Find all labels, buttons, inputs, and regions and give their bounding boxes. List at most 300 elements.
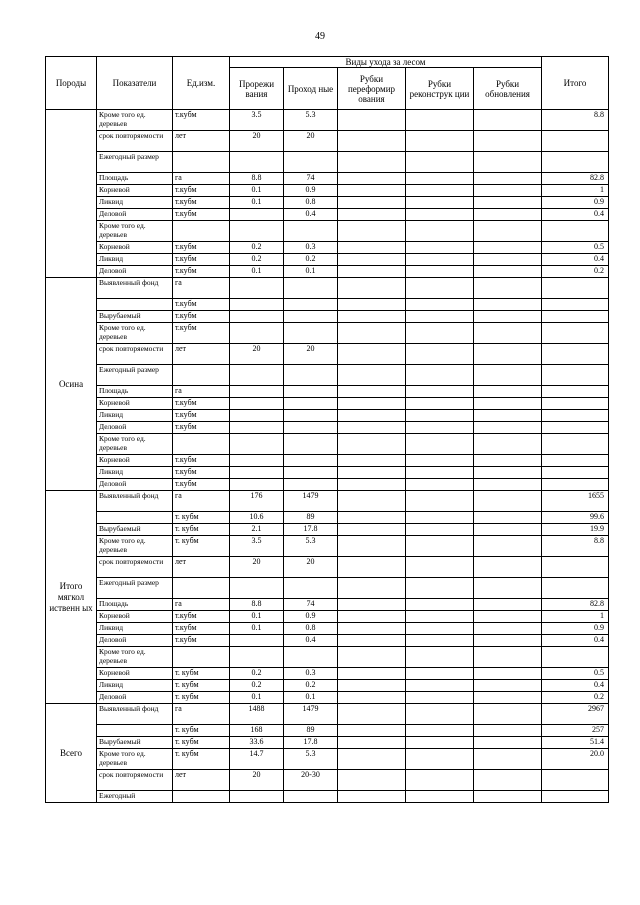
- total-cell: [542, 422, 609, 434]
- passage-cell: 5.3: [284, 536, 338, 557]
- total-cell: 51.4: [542, 737, 609, 749]
- reconstruction-cell: [406, 197, 474, 209]
- indicator-cell: [97, 512, 173, 524]
- renewal-cell: [474, 749, 542, 770]
- reform-cell: [338, 557, 406, 578]
- total-cell: 1: [542, 611, 609, 623]
- passage-cell: [284, 323, 338, 344]
- reform-cell: [338, 254, 406, 266]
- table-row: [46, 221, 609, 242]
- passage-cell: 20: [284, 131, 338, 152]
- passage-cell: 0.9: [284, 185, 338, 197]
- unit-cell: т.кубм: [173, 197, 230, 209]
- table-row: [46, 131, 609, 152]
- passage-cell: [284, 386, 338, 398]
- unit-cell: [173, 221, 230, 242]
- unit-cell: лет: [173, 344, 230, 365]
- thinning-cell: [230, 791, 284, 803]
- renewal-cell: [474, 398, 542, 410]
- reform-cell: [338, 185, 406, 197]
- indicator-cell: Площадь: [97, 173, 173, 185]
- thinning-cell: [230, 386, 284, 398]
- reconstruction-cell: [406, 611, 474, 623]
- indicator-cell: Выявленный фонд: [97, 704, 173, 725]
- thinning-cell: 0.1: [230, 692, 284, 704]
- reform-cell: [338, 749, 406, 770]
- renewal-cell: [474, 311, 542, 323]
- breed-cell: Итого мягкол иственн ых: [46, 491, 97, 704]
- total-cell: [542, 278, 609, 299]
- thinning-cell: [230, 647, 284, 668]
- indicator-cell: Ежегодный размер: [97, 365, 173, 386]
- unit-cell: т.кубм: [173, 323, 230, 344]
- reform-cell: [338, 110, 406, 131]
- table-row: [46, 173, 609, 185]
- passage-cell: 74: [284, 173, 338, 185]
- thinning-cell: 10.6: [230, 512, 284, 524]
- thinning-cell: [230, 467, 284, 479]
- table-row: [46, 680, 609, 692]
- reconstruction-cell: [406, 770, 474, 791]
- passage-cell: 1479: [284, 704, 338, 725]
- indicator-cell: Площадь: [97, 599, 173, 611]
- indicator-cell: Деловой: [97, 635, 173, 647]
- table-row: [46, 635, 609, 647]
- total-cell: [542, 455, 609, 467]
- unit-cell: т.кубм: [173, 467, 230, 479]
- reform-cell: [338, 611, 406, 623]
- renewal-cell: [474, 131, 542, 152]
- passage-cell: [284, 791, 338, 803]
- renewal-cell: [474, 185, 542, 197]
- header-care-types: Виды ухода за лесом: [230, 57, 542, 68]
- reform-cell: [338, 599, 406, 611]
- reconstruction-cell: [406, 365, 474, 386]
- unit-cell: лет: [173, 131, 230, 152]
- table-row: [46, 266, 609, 278]
- renewal-cell: [474, 524, 542, 536]
- table-row: [46, 152, 609, 173]
- passage-cell: [284, 578, 338, 599]
- renewal-cell: [474, 197, 542, 209]
- renewal-cell: [474, 611, 542, 623]
- total-cell: 0.5: [542, 668, 609, 680]
- reconstruction-cell: [406, 266, 474, 278]
- reconstruction-cell: [406, 635, 474, 647]
- reform-cell: [338, 299, 406, 311]
- header-thinning: Прорежи вания: [230, 68, 284, 110]
- passage-cell: 5.3: [284, 110, 338, 131]
- indicator-cell: Кроме того ед. деревьев: [97, 434, 173, 455]
- table-row: [46, 599, 609, 611]
- renewal-cell: [474, 536, 542, 557]
- table-row: [46, 455, 609, 467]
- thinning-cell: 0.1: [230, 623, 284, 635]
- header-total: Итого: [542, 57, 609, 110]
- reconstruction-cell: [406, 386, 474, 398]
- renewal-cell: [474, 410, 542, 422]
- total-cell: [542, 434, 609, 455]
- total-cell: 1655: [542, 491, 609, 512]
- unit-cell: т.кубм: [173, 254, 230, 266]
- indicator-cell: срок повторяемости: [97, 344, 173, 365]
- indicator-cell: Вырубаемый: [97, 737, 173, 749]
- unit-cell: т.кубм: [173, 635, 230, 647]
- indicator-cell: Ежегодный размер: [97, 152, 173, 173]
- reconstruction-cell: [406, 668, 474, 680]
- total-cell: [542, 398, 609, 410]
- renewal-cell: [474, 365, 542, 386]
- unit-cell: га: [173, 173, 230, 185]
- unit-cell: т. кубм: [173, 680, 230, 692]
- indicator-cell: Ликвид: [97, 680, 173, 692]
- total-cell: [542, 131, 609, 152]
- reconstruction-cell: [406, 221, 474, 242]
- reconstruction-cell: [406, 704, 474, 725]
- renewal-cell: [474, 455, 542, 467]
- unit-cell: т.кубм: [173, 398, 230, 410]
- reconstruction-cell: [406, 467, 474, 479]
- reform-cell: [338, 737, 406, 749]
- total-cell: [542, 791, 609, 803]
- renewal-cell: [474, 209, 542, 221]
- thinning-cell: 0.2: [230, 242, 284, 254]
- renewal-cell: [474, 512, 542, 524]
- indicator-cell: Ликвид: [97, 197, 173, 209]
- indicator-cell: Ежегодный размер: [97, 578, 173, 599]
- header-passage: Проход ные: [284, 68, 338, 110]
- reconstruction-cell: [406, 344, 474, 365]
- reconstruction-cell: [406, 311, 474, 323]
- table-row: [46, 536, 609, 557]
- thinning-cell: 20: [230, 344, 284, 365]
- thinning-cell: 14.7: [230, 749, 284, 770]
- passage-cell: 1479: [284, 491, 338, 512]
- passage-cell: 20-30: [284, 770, 338, 791]
- reconstruction-cell: [406, 131, 474, 152]
- table-row: [46, 770, 609, 791]
- reform-cell: [338, 266, 406, 278]
- thinning-cell: 8.8: [230, 599, 284, 611]
- reform-cell: [338, 242, 406, 254]
- passage-cell: 74: [284, 599, 338, 611]
- unit-cell: га: [173, 704, 230, 725]
- total-cell: [542, 557, 609, 578]
- thinning-cell: [230, 410, 284, 422]
- thinning-cell: [230, 455, 284, 467]
- reconstruction-cell: [406, 323, 474, 344]
- breed-cell: Осина: [46, 278, 97, 491]
- table-row: [46, 737, 609, 749]
- indicator-cell: Корневой: [97, 398, 173, 410]
- indicator-cell: Корневой: [97, 242, 173, 254]
- passage-cell: [284, 434, 338, 455]
- renewal-cell: [474, 386, 542, 398]
- passage-cell: 0.1: [284, 692, 338, 704]
- breed-cell: Всего: [46, 704, 97, 803]
- reform-cell: [338, 692, 406, 704]
- reform-cell: [338, 386, 406, 398]
- table-row: [46, 725, 609, 737]
- thinning-cell: 1488: [230, 704, 284, 725]
- passage-cell: [284, 221, 338, 242]
- table-row: [46, 299, 609, 311]
- indicator-cell: Ликвид: [97, 623, 173, 635]
- passage-cell: 0.8: [284, 623, 338, 635]
- thinning-cell: [230, 323, 284, 344]
- passage-cell: [284, 455, 338, 467]
- table-row: [46, 278, 609, 299]
- renewal-cell: [474, 221, 542, 242]
- table-row: [46, 344, 609, 365]
- reconstruction-cell: [406, 680, 474, 692]
- reform-cell: [338, 311, 406, 323]
- unit-cell: т.кубм: [173, 110, 230, 131]
- renewal-cell: [474, 278, 542, 299]
- total-cell: 20.0: [542, 749, 609, 770]
- reconstruction-cell: [406, 152, 474, 173]
- indicator-cell: Ежегодный: [97, 791, 173, 803]
- reconstruction-cell: [406, 524, 474, 536]
- renewal-cell: [474, 737, 542, 749]
- passage-cell: 0.4: [284, 635, 338, 647]
- unit-cell: т.кубм: [173, 611, 230, 623]
- total-cell: [542, 344, 609, 365]
- reconstruction-cell: [406, 791, 474, 803]
- reconstruction-cell: [406, 422, 474, 434]
- renewal-cell: [474, 680, 542, 692]
- reform-cell: [338, 578, 406, 599]
- renewal-cell: [474, 254, 542, 266]
- indicator-cell: Деловой: [97, 266, 173, 278]
- table-row: [46, 791, 609, 803]
- indicator-cell: Деловой: [97, 209, 173, 221]
- unit-cell: т. кубм: [173, 668, 230, 680]
- passage-cell: 20: [284, 557, 338, 578]
- passage-cell: [284, 278, 338, 299]
- table-row: [46, 692, 609, 704]
- table-row: [46, 311, 609, 323]
- table-row: [46, 668, 609, 680]
- reform-cell: [338, 278, 406, 299]
- renewal-cell: [474, 668, 542, 680]
- thinning-cell: [230, 635, 284, 647]
- passage-cell: [284, 299, 338, 311]
- unit-cell: га: [173, 491, 230, 512]
- table-row: [46, 434, 609, 455]
- renewal-cell: [474, 344, 542, 365]
- unit-cell: т. кубм: [173, 524, 230, 536]
- renewal-cell: [474, 647, 542, 668]
- thinning-cell: 0.2: [230, 680, 284, 692]
- indicator-cell: Площадь: [97, 386, 173, 398]
- renewal-cell: [474, 704, 542, 725]
- total-cell: [542, 386, 609, 398]
- passage-cell: 0.1: [284, 266, 338, 278]
- total-cell: 99.6: [542, 512, 609, 524]
- passage-cell: [284, 410, 338, 422]
- passage-cell: [284, 422, 338, 434]
- indicator-cell: Ликвид: [97, 254, 173, 266]
- reform-cell: [338, 365, 406, 386]
- reconstruction-cell: [406, 398, 474, 410]
- table-row: [46, 704, 609, 725]
- reconstruction-cell: [406, 536, 474, 557]
- indicator-cell: Деловой: [97, 692, 173, 704]
- renewal-cell: [474, 557, 542, 578]
- unit-cell: [173, 365, 230, 386]
- unit-cell: т.кубм: [173, 623, 230, 635]
- reform-cell: [338, 524, 406, 536]
- reform-cell: [338, 668, 406, 680]
- unit-cell: т. кубм: [173, 692, 230, 704]
- reconstruction-cell: [406, 737, 474, 749]
- renewal-cell: [474, 692, 542, 704]
- total-cell: 0.4: [542, 635, 609, 647]
- reform-cell: [338, 479, 406, 491]
- thinning-cell: 20: [230, 557, 284, 578]
- indicator-cell: [97, 299, 173, 311]
- passage-cell: [284, 311, 338, 323]
- thinning-cell: [230, 578, 284, 599]
- unit-cell: [173, 647, 230, 668]
- thinning-cell: [230, 152, 284, 173]
- total-cell: 82.8: [542, 173, 609, 185]
- renewal-cell: [474, 422, 542, 434]
- renewal-cell: [474, 266, 542, 278]
- passage-cell: 0.3: [284, 242, 338, 254]
- header-renewal: Рубки обновления: [474, 68, 542, 110]
- table-row: [46, 479, 609, 491]
- renewal-cell: [474, 599, 542, 611]
- total-cell: 0.2: [542, 266, 609, 278]
- total-cell: 0.5: [542, 242, 609, 254]
- table-body: [46, 110, 609, 803]
- unit-cell: т. кубм: [173, 749, 230, 770]
- total-cell: [542, 311, 609, 323]
- thinning-cell: 168: [230, 725, 284, 737]
- unit-cell: т. кубм: [173, 725, 230, 737]
- thinning-cell: [230, 311, 284, 323]
- passage-cell: 17.8: [284, 524, 338, 536]
- indicator-cell: Кроме того ед. деревьев: [97, 749, 173, 770]
- thinning-cell: 3.5: [230, 536, 284, 557]
- header-reconstruction: Рубки реконструк ции: [406, 68, 474, 110]
- indicator-cell: Кроме того ед. деревьев: [97, 647, 173, 668]
- header-breeds: Породы: [46, 57, 97, 110]
- reform-cell: [338, 422, 406, 434]
- total-cell: [542, 467, 609, 479]
- unit-cell: т.кубм: [173, 479, 230, 491]
- renewal-cell: [474, 323, 542, 344]
- reform-cell: [338, 410, 406, 422]
- renewal-cell: [474, 479, 542, 491]
- thinning-cell: [230, 299, 284, 311]
- reform-cell: [338, 131, 406, 152]
- indicator-cell: Деловой: [97, 479, 173, 491]
- page-number: 49: [315, 31, 325, 42]
- indicator-cell: Выявленный фонд: [97, 491, 173, 512]
- indicator-cell: [97, 725, 173, 737]
- reform-cell: [338, 680, 406, 692]
- thinning-cell: [230, 221, 284, 242]
- reform-cell: [338, 725, 406, 737]
- unit-cell: т. кубм: [173, 737, 230, 749]
- unit-cell: лет: [173, 770, 230, 791]
- unit-cell: т.кубм: [173, 311, 230, 323]
- indicator-cell: Выявленный фонд: [97, 278, 173, 299]
- passage-cell: 89: [284, 725, 338, 737]
- reform-cell: [338, 635, 406, 647]
- total-cell: [542, 152, 609, 173]
- reform-cell: [338, 209, 406, 221]
- reform-cell: [338, 770, 406, 791]
- reform-cell: [338, 344, 406, 365]
- reconstruction-cell: [406, 512, 474, 524]
- reconstruction-cell: [406, 725, 474, 737]
- renewal-cell: [474, 299, 542, 311]
- table-row: [46, 209, 609, 221]
- table-row: [46, 365, 609, 386]
- thinning-cell: 20: [230, 131, 284, 152]
- reform-cell: [338, 323, 406, 344]
- thinning-cell: [230, 365, 284, 386]
- passage-cell: 5.3: [284, 749, 338, 770]
- passage-cell: 0.3: [284, 668, 338, 680]
- thinning-cell: 3.5: [230, 110, 284, 131]
- reconstruction-cell: [406, 254, 474, 266]
- thinning-cell: [230, 479, 284, 491]
- reconstruction-cell: [406, 209, 474, 221]
- passage-cell: 0.4: [284, 209, 338, 221]
- total-cell: [542, 221, 609, 242]
- indicator-cell: срок повторяемости: [97, 131, 173, 152]
- thinning-cell: 0.2: [230, 254, 284, 266]
- unit-cell: т. кубм: [173, 536, 230, 557]
- thinning-cell: 33.6: [230, 737, 284, 749]
- indicator-cell: Кроме того ед. деревьев: [97, 536, 173, 557]
- total-cell: 0.4: [542, 680, 609, 692]
- table-row: [46, 185, 609, 197]
- renewal-cell: [474, 434, 542, 455]
- unit-cell: га: [173, 278, 230, 299]
- table-row: [46, 197, 609, 209]
- unit-cell: т.кубм: [173, 455, 230, 467]
- reconstruction-cell: [406, 410, 474, 422]
- table-row: [46, 110, 609, 131]
- thinning-cell: 176: [230, 491, 284, 512]
- reform-cell: [338, 455, 406, 467]
- thinning-cell: 20: [230, 770, 284, 791]
- reconstruction-cell: [406, 299, 474, 311]
- total-cell: 1: [542, 185, 609, 197]
- reform-cell: [338, 704, 406, 725]
- reform-cell: [338, 647, 406, 668]
- total-cell: [542, 578, 609, 599]
- unit-cell: [173, 152, 230, 173]
- unit-cell: т. кубм: [173, 512, 230, 524]
- unit-cell: т.кубм: [173, 410, 230, 422]
- reconstruction-cell: [406, 110, 474, 131]
- indicator-cell: Корневой: [97, 455, 173, 467]
- total-cell: [542, 770, 609, 791]
- indicator-cell: Вырубаемый: [97, 311, 173, 323]
- passage-cell: [284, 647, 338, 668]
- thinning-cell: [230, 434, 284, 455]
- reform-cell: [338, 398, 406, 410]
- reform-cell: [338, 536, 406, 557]
- reform-cell: [338, 623, 406, 635]
